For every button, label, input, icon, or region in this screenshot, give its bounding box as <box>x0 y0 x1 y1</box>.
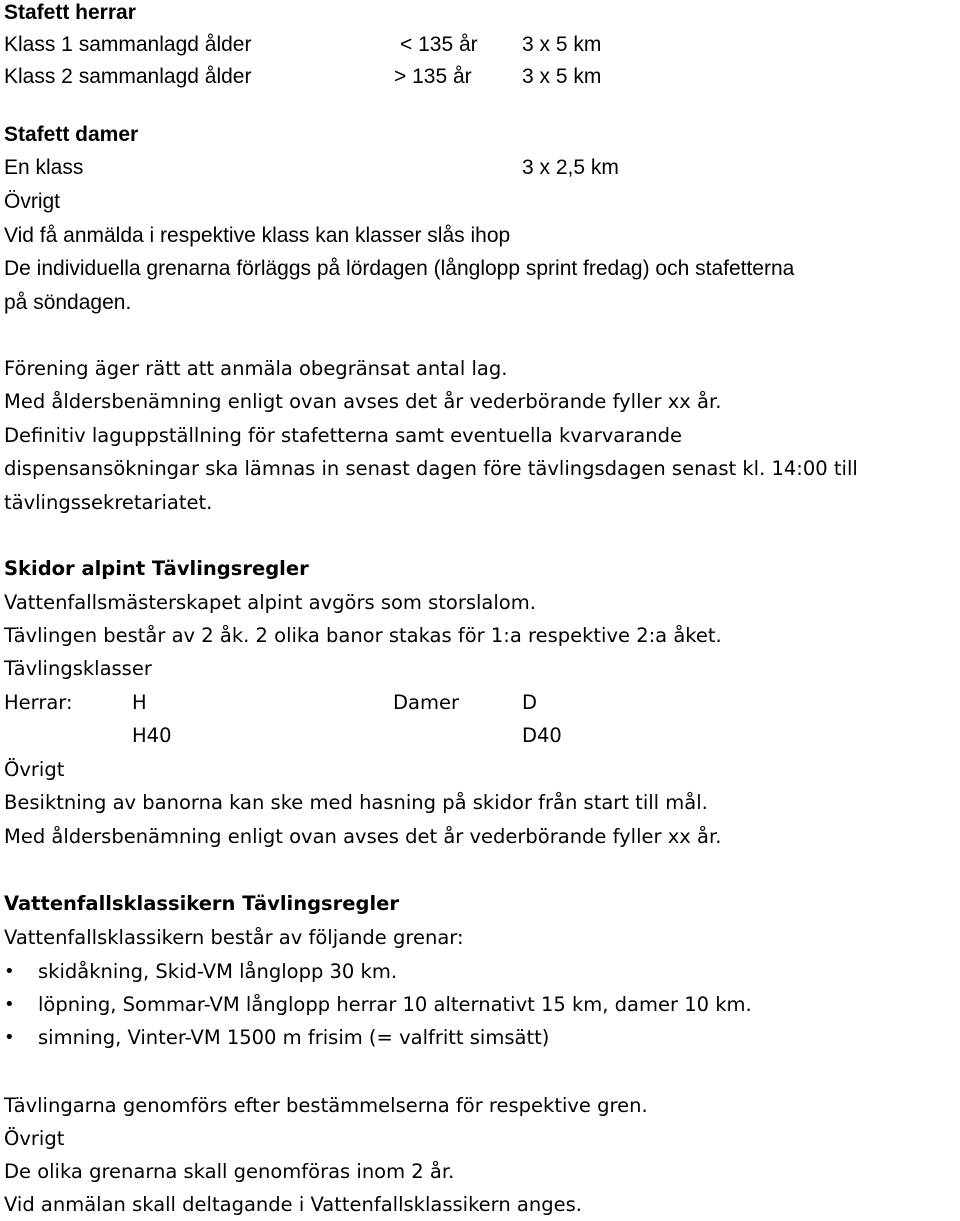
classic-other-heading: Övrigt <box>4 1127 65 1150</box>
bullet-icon: • <box>4 994 15 1015</box>
alpine-women-label: Damer <box>393 691 459 714</box>
alpine-line-3: Tävlingsklasser <box>4 657 152 680</box>
classic-other-line-1: De olika grenarna skall genomföras inom 2 år. <box>4 1160 455 1183</box>
relay-women-line-1: Vid få anmälda i respektive klass kan klasser slås ihop <box>4 224 511 247</box>
alpine-men-class-1: H <box>132 691 147 714</box>
relay-men-row-1-distance: 3 x 5 km <box>522 33 602 56</box>
bullet-icon: • <box>4 961 15 982</box>
relay-women-line-3: på söndagen. <box>4 291 132 314</box>
classic-intro: Vattenfallsklassikern består av följande grenar: <box>4 926 464 949</box>
alpine-line-2: Tävlingen består av 2 åk. 2 olika banor stakas för 1:a respektive 2:a åket. <box>4 624 722 647</box>
relay-women-heading: Stafett damer <box>4 123 139 146</box>
relay-men-row-1-label: Klass 1 sammanlagd ålder <box>4 33 252 56</box>
relay-men-row-2-label: Klass 2 sammanlagd ålder <box>4 65 252 88</box>
alpine-other-heading: Övrigt <box>4 758 65 781</box>
alpine-women-class-1: D <box>522 691 538 714</box>
rules-line-4: dispensansökningar ska lämnas in senast dagen före tävlingsdagen senast kl. 14:00 till <box>4 457 858 480</box>
classic-other-line-2: Vid anmälan skall deltagande i Vattenfallsklassikern anges. <box>4 1193 582 1216</box>
relay-women-row-distance: 3 x 2,5 km <box>522 156 619 179</box>
classic-item-3-text: simning, Vinter-VM 1500 m frisim (= valfritt simsätt) <box>38 1026 550 1049</box>
relay-men-row-1-age: < 135 år <box>400 33 478 56</box>
alpine-men-class-2: H40 <box>132 724 172 747</box>
rules-line-1: Förening äger rätt att anmäla obegränsat antal lag. <box>4 357 508 380</box>
alpine-heading: Skidor alpint Tävlingsregler <box>4 557 309 580</box>
classic-item-2-text: löpning, Sommar-VM långlopp herrar 10 alternativt 15 km, damer 10 km. <box>38 993 752 1016</box>
relay-women-other-heading: Övrigt <box>4 190 61 213</box>
relay-women-row-label: En klass <box>4 156 84 179</box>
alpine-other-line-1: Besiktning av banorna kan ske med hasning på skidor från start till mål. <box>4 791 708 814</box>
relay-men-row-2-age: > 135 år <box>394 65 472 88</box>
relay-women-line-2: De individuella grenarna förläggs på lördagen (långlopp sprint fredag) och stafetterna <box>4 257 795 280</box>
bullet-icon: • <box>4 1027 15 1048</box>
relay-men-heading: Stafett herrar <box>4 1 136 24</box>
rules-line-3: Definitiv laguppställning för stafetterna samt eventuella kvarvarande <box>4 424 682 447</box>
classic-heading: Vattenfallsklassikern Tävlingsregler <box>4 892 399 915</box>
alpine-other-line-2: Med åldersbenämning enligt ovan avses det år vederbörande fyller xx år. <box>4 825 722 848</box>
classic-after: Tävlingarna genomförs efter bestämmelserna för respektive gren. <box>4 1094 648 1117</box>
alpine-men-label: Herrar: <box>4 691 73 714</box>
rules-line-5: tävlingssekretariatet. <box>4 491 213 514</box>
alpine-line-1: Vattenfallsmästerskapet alpint avgörs som storslalom. <box>4 591 536 614</box>
rules-line-2: Med åldersbenämning enligt ovan avses det år vederbörande fyller xx år. <box>4 390 722 413</box>
alpine-women-class-2: D40 <box>522 724 562 747</box>
classic-item-1-text: skidåkning, Skid-VM långlopp 30 km. <box>38 960 398 983</box>
relay-men-row-2-distance: 3 x 5 km <box>522 65 602 88</box>
